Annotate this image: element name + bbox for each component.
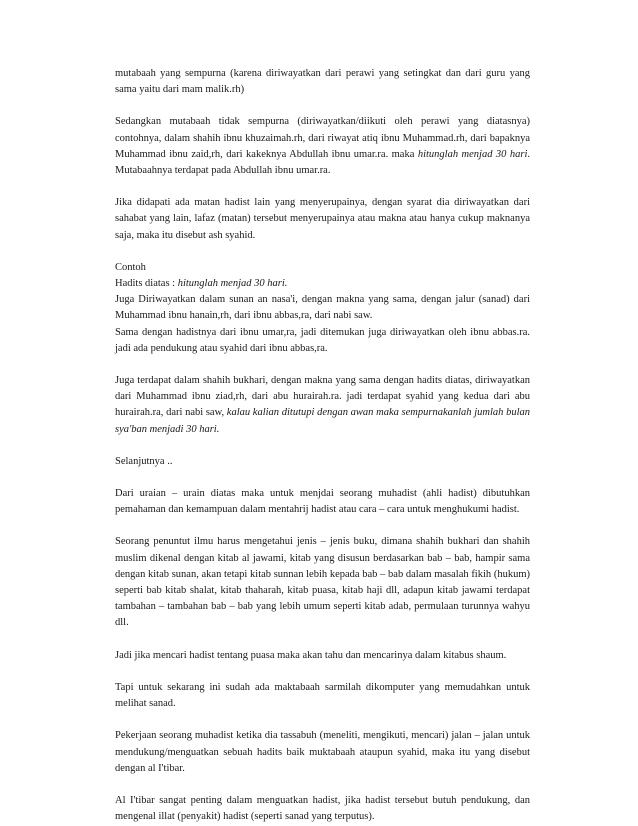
paragraph-text: Jika didapati ada matan hadist lain yang menyerupainya, dengan syarat dia diriwayatkan dari sahabat yang lain, lafaz (matan) tersebut menyerupainya atau makna atau hanya cukup maknanya saja, maka itu disebut ash syahid. [115,197,530,241]
paragraph-text: mutabaah yang sempurna (karena diriwayatkan dari perawi yang setingkat dan dari guru yang sama yaitu dari mam malik.rh) [115,68,530,96]
italic-quote: kalau kalian ditutupi dengan awan maka sempurnakanlah jumlah bulan sya'ban menjadi 30 hari. [115,407,530,435]
example-line-ibnu-abbas: Sama dengan hadistnya dari ibnu umar,ra, jadi ditemukan juga diriwayatkan oleh ibnu abbas.ra. jadi ada pendukung atau syahid dari ibnu abbas,ra. [115,326,530,354]
paragraph-syahid-definition [115,195,530,244]
paragraph-uraian [115,486,530,518]
paragraph-text: Tapi untuk sekarang ini sudah ada maktabaah sarmilah dikomputer yang memudahkan untuk melihat sanad. [115,681,530,710]
paragraph-al-itibar [115,793,530,825]
paragraph-text: Sedangkan mutabaah tidak sempurna (diriwayatkan/diikuti oleh perawi yang diatasnya) contohnya, dalam shahih ibnu khuzaimah.rh, dari riwayat atiq ibnu Muhammad.rh, dari bapaknya Muhammad ibnu zaid,rh, dari kakeknya Abdullah ibnu umar.ra. maka [115,116,530,160]
example-line-hadits [115,276,530,292]
italic-quote: hitunglah menjad 30 hari [417,148,528,160]
example-title: Contoh [115,261,146,273]
paragraph-text: Selanjutnya .. [115,455,173,467]
paragraph-text: Juga terdapat dalam shahih bukhari, dengan makna yang sama dengan hadits diatas, diriwayatkan dari Muhammad ibnu ziad,rh, dari abu hurairah.ra. jadi terdapat syahid yang kedua dari abu hurairah.ra, dari nabi saw, [115,375,530,419]
example-block [115,260,530,357]
paragraph-text: . Mutabaahnya terdapat pada Abdullah ibnu umar.ra. [115,148,530,177]
paragraph-text: Al I'tibar sangat penting dalam menguatkan hadist, jika hadist tersebut butuh pendukung, dan mengenal illat (penyakit) hadist (seperti sanad yang terputus). [115,794,530,823]
paragraph-text: Dari uraian – urain diatas maka untuk menjdai seorang muhadist (ahli hadist) dibutuhkan pemahaman dan kemampuan dalam mentahrij hadist atau cara – cara untuk menghukumi hadist. [115,488,530,516]
paragraph-selanjutnya [115,454,530,470]
document-page [115,66,530,825]
paragraph-penuntut-ilmu [115,534,530,631]
example-line-text: Hadits diatas : [115,278,178,290]
italic-quote: hitunglah menjad 30 hari. [177,278,288,290]
paragraph-shahih-bukhari [115,373,530,438]
paragraph-text: Pekerjaan seorang muhadist ketika dia tassabuh (meneliti, mengikuti, mencari) jalan – jalan untuk mendukung/menguatkan sebuah hadits baik muktabaah ataupun syahid, maka itu yang disebut dengan al I'tibar. [115,730,530,774]
paragraph-mencari-hadist [115,648,530,664]
paragraph-text: Seorang penuntut ilmu harus mengetahui jenis – jenis buku, dimana shahih bukhari dan shahih muslim dikenal dengan kitab al jawami, kitab yang disusun berdasarkan bab – bab, hampir sama dengan kitab sunan, akan tetapi kitab sunnan lebih kepada bab – bab dalam masalah fikih (hukum) seperti bab kitab shalat, kitab thaharah, kitab puasa, kitab haji dll, adapun kitab jawami terdapat tambahan – tambahan bab – bab yang lebih umum seperti kitab adab, permulaan turunnya wahyu dll. [115,536,530,629]
paragraph-mutabaah-tidak-sempurna [115,114,530,179]
paragraph-mutabaah-sempurna [115,66,530,98]
paragraph-text: Jadi jika mencari hadist tentang puasa maka akan tahu dan mencarinya dalam kitabus shaum. [115,649,507,661]
example-line-nasai: Juga Diriwayatkan dalam sunan an nasa'i, dengan makna yang sama, dengan jalur (sanad) dari Muhammad ibnu hanain,rh, dari ibnu abbas,ra, dari nabi saw. [115,294,530,322]
paragraph-pekerjaan-muhadist [115,728,530,777]
paragraph-maktabaah [115,680,530,712]
